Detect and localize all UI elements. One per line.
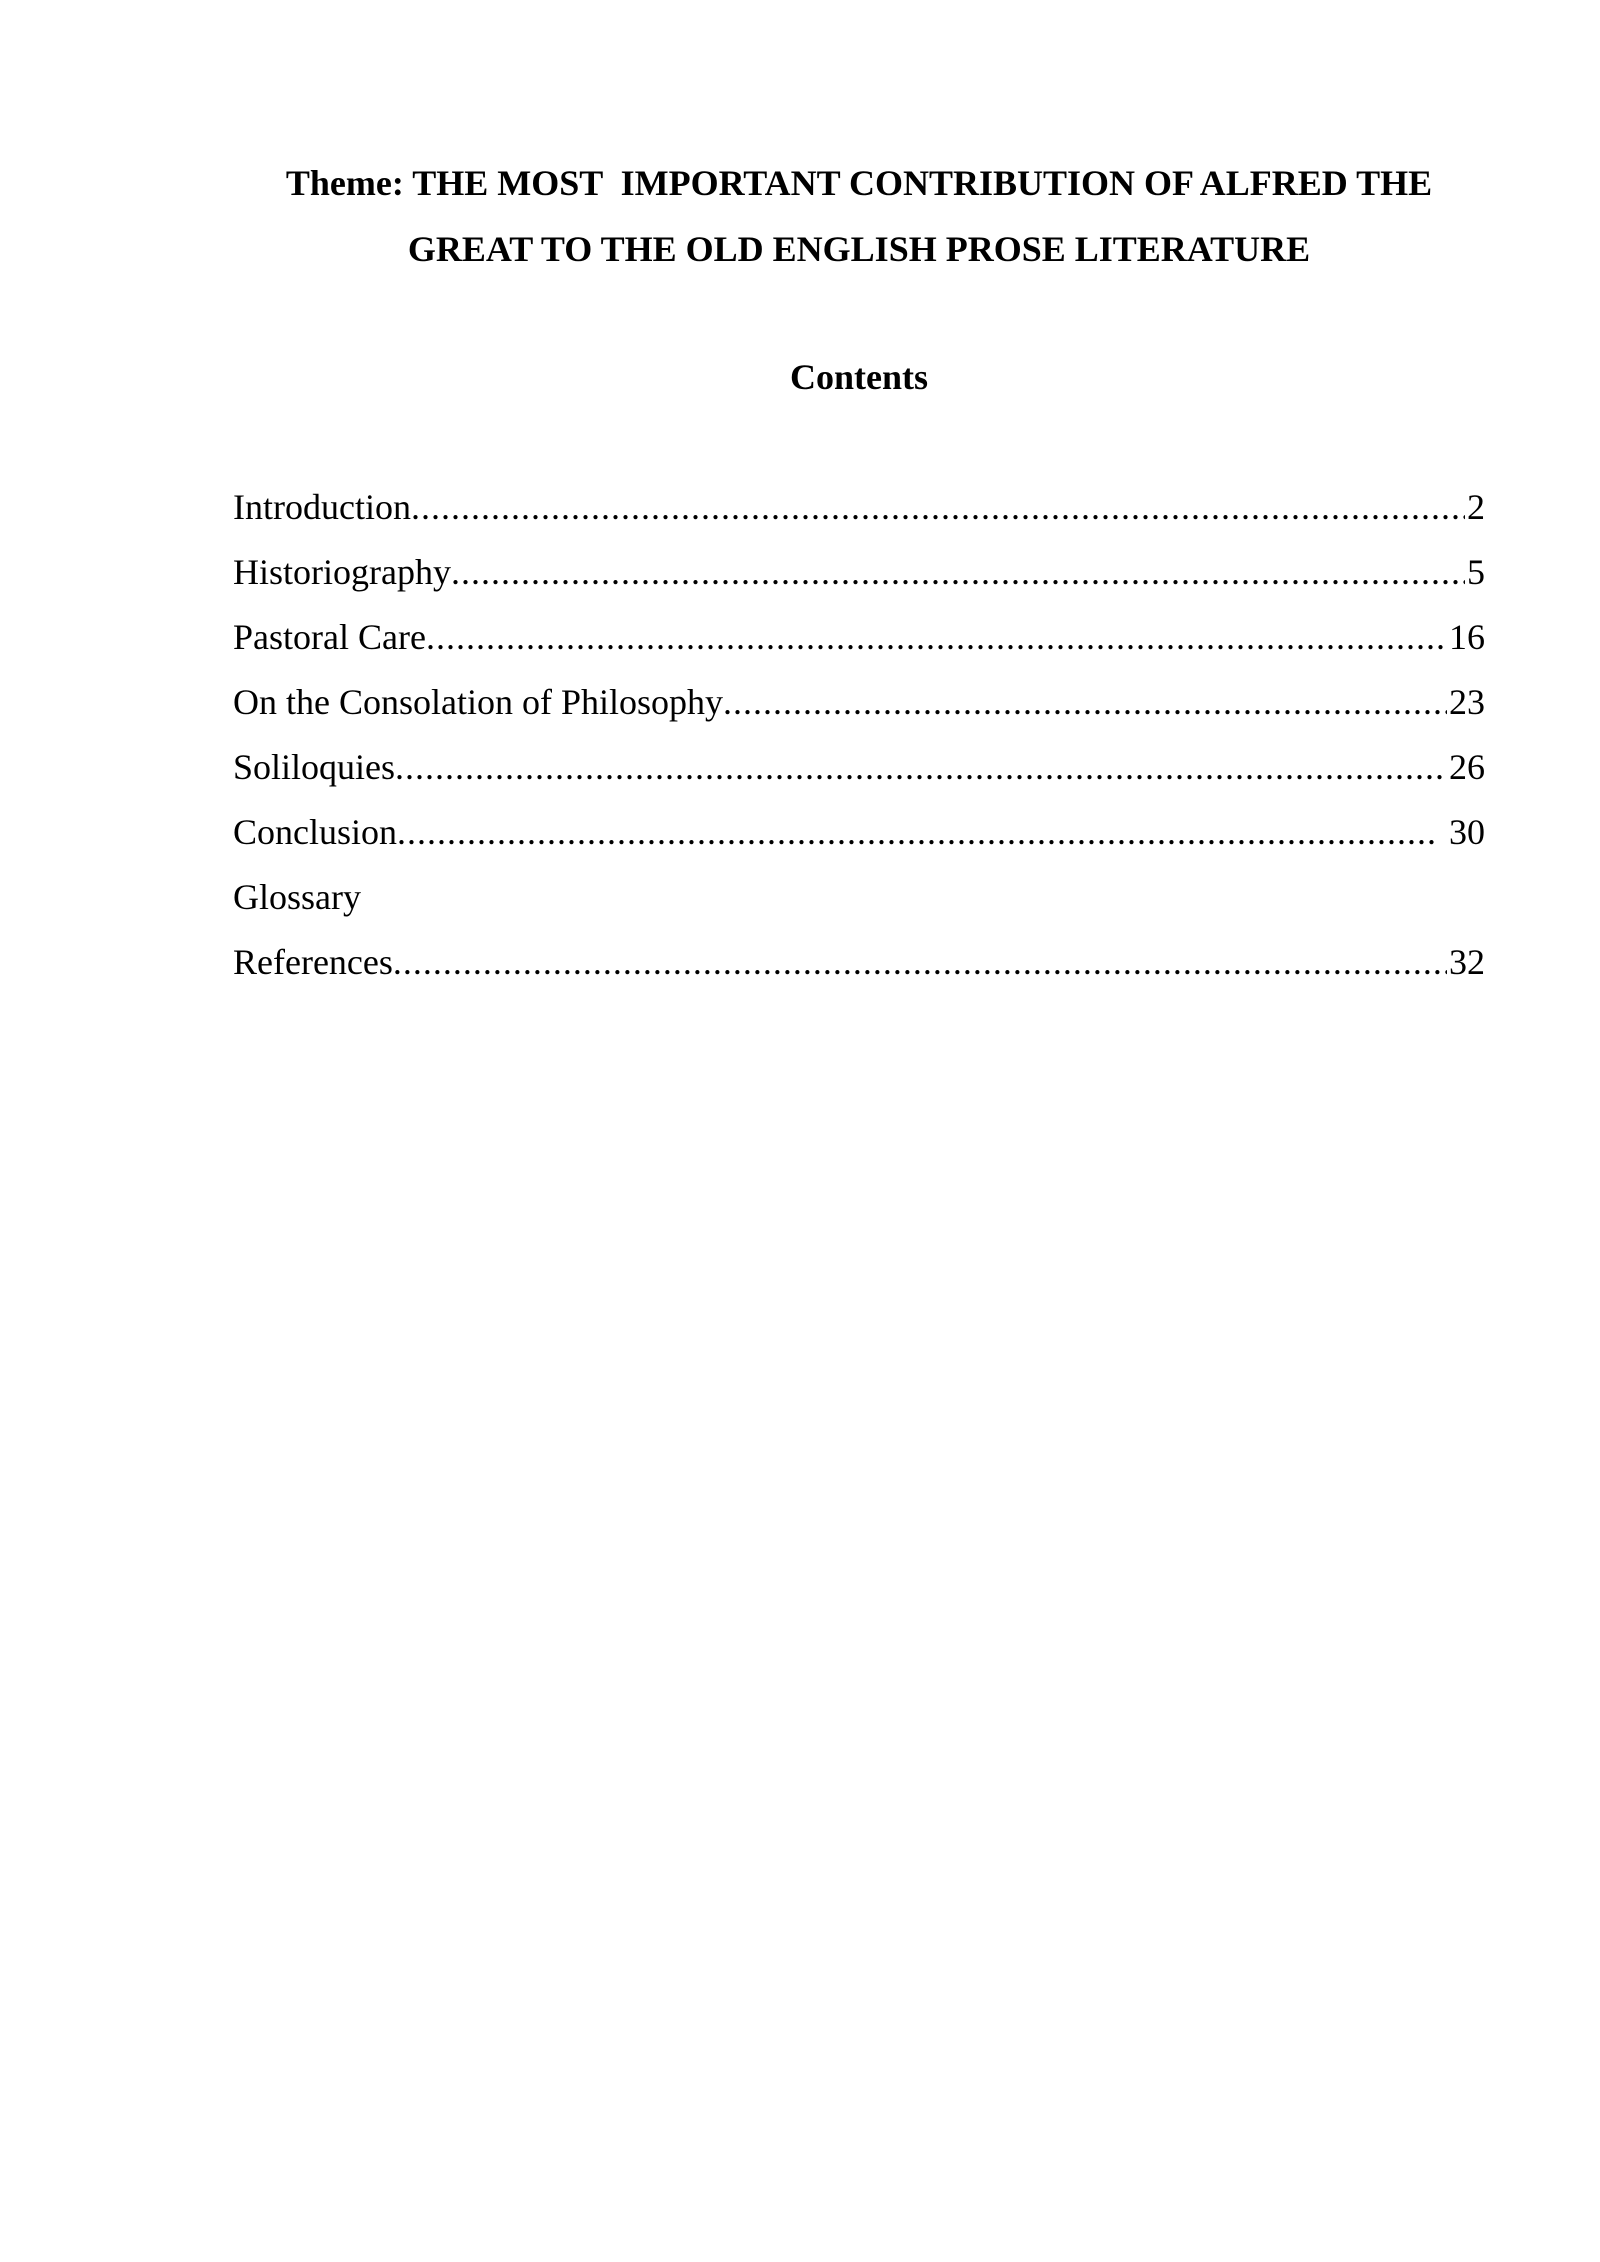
toc-page-number: 5 (1467, 552, 1485, 592)
title-line-1: Theme: THE MOST IMPORTANT CONTRIBUTION OF ALFRED THE (285, 163, 1433, 203)
toc-entry-label: Soliloquies (233, 747, 396, 787)
toc-page-number: 2 (1467, 487, 1485, 527)
toc-page-number: 30 (1440, 812, 1485, 852)
toc-entry-label: Glossary (233, 877, 361, 917)
contents-heading: Contents (789, 357, 928, 397)
toc-entry-glossary[interactable] (233, 872, 1485, 937)
toc-entry-soliloquies[interactable] (233, 742, 1485, 807)
toc-entry-label: Pastoral Care (233, 617, 426, 657)
toc-entry-conclusion[interactable] (233, 807, 1485, 872)
toc-entry-pastoral-care[interactable] (233, 612, 1485, 677)
document-title (233, 150, 1485, 282)
toc-entry-label: Historiography (233, 552, 451, 592)
toc-dot-leader (411, 482, 1465, 532)
table-of-contents (233, 482, 1485, 1002)
toc-page-number: 26 (1449, 747, 1485, 787)
toc-entry-introduction[interactable] (233, 482, 1485, 547)
toc-entry-label: Introduction (233, 487, 411, 527)
toc-page-number: 23 (1449, 682, 1485, 722)
toc-entry-consolation-of-philosophy[interactable] (233, 677, 1485, 742)
toc-dot-leader (395, 742, 1447, 792)
toc-entry-historiography[interactable] (233, 547, 1485, 612)
toc-entry-label: References (233, 942, 393, 982)
toc-page-number: 16 (1449, 617, 1485, 657)
title-line-2: GREAT TO THE OLD ENGLISH PROSE LITERATURE (407, 229, 1311, 269)
toc-entry-label: Conclusion (233, 812, 398, 852)
toc-dot-leader (397, 807, 1438, 857)
toc-dot-leader (426, 612, 1447, 662)
toc-entry-label: On the Consolation of Philosophy (233, 682, 724, 722)
toc-entry-references[interactable] (233, 937, 1485, 1002)
toc-dot-leader (723, 677, 1447, 727)
toc-dot-leader (393, 937, 1447, 987)
toc-dot-leader (451, 547, 1465, 597)
toc-page-number: 32 (1449, 942, 1485, 982)
